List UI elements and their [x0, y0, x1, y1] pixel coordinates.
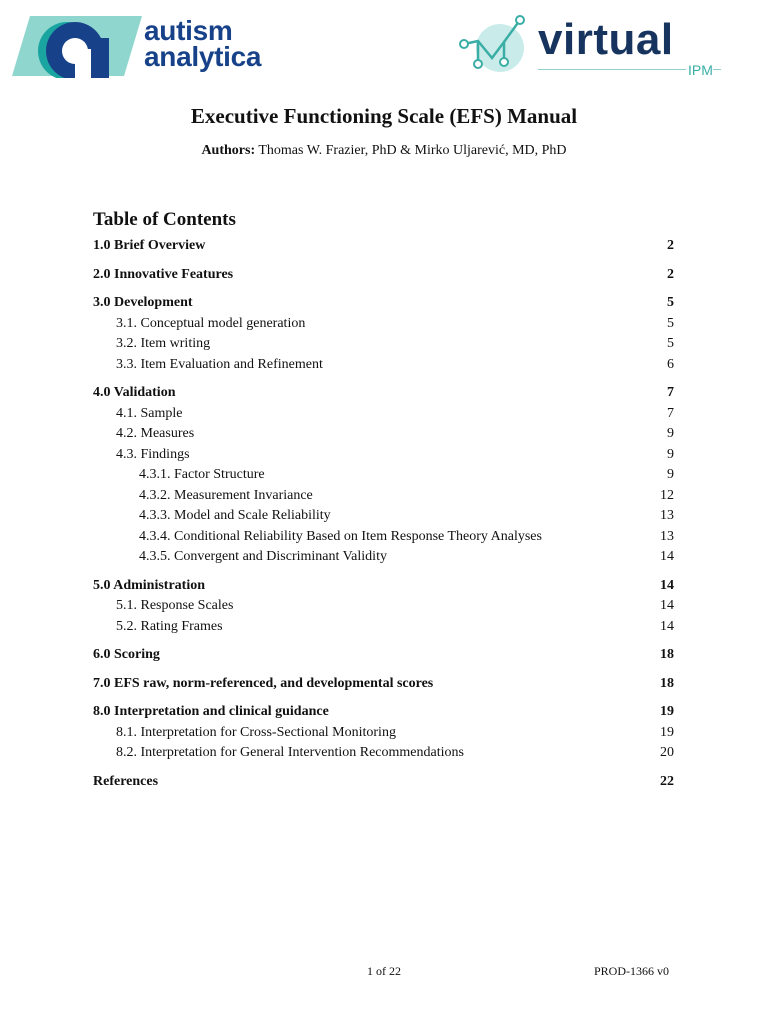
toc-entry[interactable] — [93, 576, 674, 597]
toc-entry-label: 4.3.2. Measurement Invariance — [139, 487, 313, 503]
toc-entry[interactable] — [93, 645, 674, 666]
toc-entry[interactable] — [93, 486, 674, 507]
autism-analytica-logo-mark — [12, 16, 142, 78]
toc-entry-page: 20 — [660, 745, 674, 760]
toc-entry[interactable] — [93, 617, 674, 638]
toc-entry[interactable] — [93, 314, 674, 335]
toc-entry[interactable] — [93, 506, 674, 527]
toc-entry[interactable] — [93, 355, 674, 376]
toc-entry-page: 19 — [660, 704, 674, 719]
toc-entry-label: 4.2. Measures — [116, 426, 195, 441]
logo-line-2: analytica — [144, 41, 262, 72]
toc-entry[interactable] — [93, 404, 674, 425]
toc-entry[interactable] — [93, 547, 674, 568]
toc-entry[interactable] — [93, 702, 674, 723]
toc-list — [93, 236, 674, 792]
toc-entry-label: 4.3.1. Factor Structure — [139, 467, 265, 482]
virtual-ipm-logo — [458, 14, 733, 82]
toc-entry-label: 8.0 Interpretation and clinical guidance — [93, 704, 329, 719]
authors-label: Authors: — [201, 143, 256, 158]
toc-entry-page: 13 — [660, 528, 674, 544]
logo-line-1: autism — [144, 15, 233, 46]
toc-entry[interactable] — [93, 527, 674, 548]
toc-entry-label: 3.0 Development — [93, 295, 193, 310]
toc-entry-page: 14 — [660, 549, 674, 564]
toc-entry[interactable] — [93, 674, 674, 695]
toc-entry-page: 5 — [667, 336, 674, 351]
toc-entry-page: 14 — [660, 577, 674, 593]
toc-entry[interactable] — [93, 383, 674, 404]
toc-entry-page: 7 — [667, 405, 674, 421]
toc-entry[interactable] — [93, 465, 674, 486]
toc-entry-label: 2.0 Innovative Features — [93, 266, 234, 282]
toc-entry[interactable] — [93, 772, 674, 793]
virtual-ipm-logo-mark — [458, 14, 536, 78]
toc-entry[interactable] — [93, 424, 674, 445]
toc-entry-label: 4.3.3. Model and Scale Reliability — [139, 508, 331, 523]
toc-entry-label: 3.2. Item writing — [116, 336, 211, 351]
toc-entry-page: 5 — [667, 295, 674, 310]
toc-entry-page: 18 — [660, 647, 674, 662]
toc-heading: Table of Contents — [93, 209, 236, 230]
toc-entry-label: References — [93, 773, 159, 789]
toc-entry-page: 7 — [667, 385, 674, 400]
table-of-contents — [93, 208, 674, 792]
toc-entry-page: 9 — [667, 426, 674, 441]
page-number: 1 of 22 — [367, 964, 401, 978]
toc-entry-label: 5.0 Administration — [93, 577, 206, 593]
toc-entry[interactable] — [93, 596, 674, 617]
toc-entry-page: 19 — [660, 724, 674, 740]
toc-entry-page: 9 — [667, 467, 674, 482]
toc-entry[interactable] — [93, 334, 674, 355]
toc-entry[interactable] — [93, 265, 674, 286]
toc-entry[interactable] — [93, 723, 674, 744]
autism-analytica-wordmark — [144, 15, 262, 72]
toc-entry-page: 6 — [667, 356, 674, 372]
toc-entry-page: 2 — [667, 266, 674, 282]
toc-entry-label: 8.1. Interpretation for Cross-Sectional Monitoring — [116, 724, 396, 740]
toc-entry-page: 12 — [660, 487, 674, 503]
ipm-wordmark: IPM — [688, 62, 713, 78]
toc-entry-label: 4.3. Findings — [116, 446, 190, 462]
toc-entry[interactable] — [93, 445, 674, 466]
toc-entry-label: 7.0 EFS raw, norm-referenced, and developmental scores — [93, 675, 434, 691]
authors-names: Thomas W. Frazier, PhD & Mirko Uljarević, MD, PhD — [258, 143, 567, 158]
virtual-wordmark: virtual — [538, 15, 674, 64]
toc-entry-label: 1.0 Brief Overview — [93, 238, 206, 253]
toc-entry-page: 14 — [660, 598, 674, 613]
toc-entry-label: 4.3.5. Convergent and Discriminant Validity — [139, 549, 387, 564]
autism-analytica-logo — [12, 16, 282, 80]
toc-entry-page: 18 — [660, 675, 674, 691]
toc-entry-page: 14 — [660, 618, 674, 634]
toc-entry-label: 3.1. Conceptual model generation — [116, 315, 306, 331]
toc-entry-label: 4.3.4. Conditional Reliability Based on Item Response Theory Analyses — [139, 528, 542, 544]
authors-line — [0, 143, 768, 159]
toc-entry-label: 5.1. Response Scales — [116, 598, 234, 613]
toc-entry[interactable] — [93, 236, 674, 257]
toc-entry-page: 9 — [667, 446, 674, 462]
toc-entry[interactable] — [93, 293, 674, 314]
toc-entry-label: 8.2. Interpretation for General Intervention Recommendations — [116, 745, 464, 760]
toc-entry-label: 6.0 Scoring — [93, 647, 160, 662]
toc-entry-page: 5 — [667, 315, 674, 331]
toc-entry-page: 2 — [667, 238, 674, 253]
document-title: Executive Functioning Scale (EFS) Manual — [190, 104, 578, 128]
toc-entry-label: 4.1. Sample — [116, 405, 183, 421]
toc-entry-label: 3.3. Item Evaluation and Refinement — [116, 356, 323, 372]
toc-entry-page: 13 — [660, 508, 674, 523]
toc-entry-page: 22 — [660, 773, 674, 789]
toc-entry[interactable] — [93, 743, 674, 764]
toc-entry-label: 5.2. Rating Frames — [116, 618, 223, 634]
toc-entry-label: 4.0 Validation — [93, 385, 176, 400]
document-code: PROD-1366 v0 — [593, 964, 669, 978]
